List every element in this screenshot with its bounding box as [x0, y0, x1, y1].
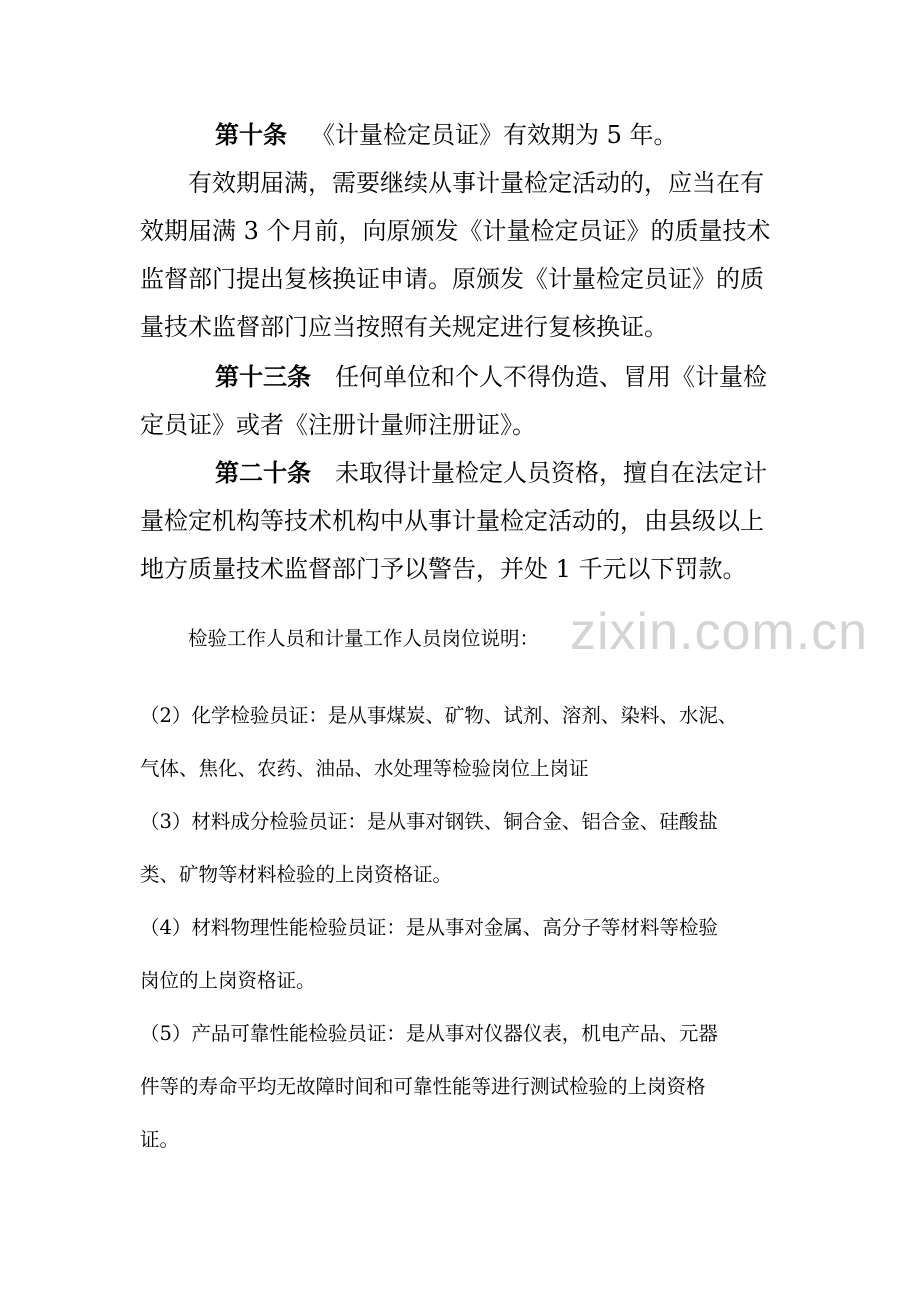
- article-10-heading: 第十条: [215, 120, 287, 149]
- article-10-text-1: 《计量检定员证》有效期为 5 年。: [311, 121, 678, 149]
- article-10-text-5: 量技术监督部门应当按照有关规定进行复核换证。: [140, 313, 668, 341]
- article-13: [140, 353, 790, 449]
- list-item-line: 岗位的上岗资格证。: [140, 969, 316, 992]
- article-20-text-3: 地方质量技术监督部门予以警告，并处 1 千元以下罚款。: [140, 555, 747, 583]
- article-13-heading: 第十三条: [215, 362, 311, 391]
- article-13-text-2: 定员证》或者《注册计量师注册证》。: [140, 411, 536, 439]
- list-item-line: （5）产品可靠性能检验员证：是从事对仪器仪表，机电产品、元器: [140, 1022, 718, 1045]
- article-10: [140, 111, 790, 351]
- article-20-text-2: 量检定机构等技术机构中从事计量检定活动的，由县级以上: [140, 507, 764, 535]
- list-item-line: 气体、焦化、农药、油品、水处理等检验岗位上岗证: [140, 757, 589, 780]
- article-20-heading: 第二十条: [215, 458, 311, 487]
- article-10-text-2: 有效期届满，需要继续从事计量检定活动的，应当在有: [188, 169, 764, 197]
- article-20: [140, 449, 790, 593]
- list-item-line: 证。: [140, 1128, 180, 1151]
- list-item-line: （4）材料物理性能检验员证：是从事对金属、高分子等材料等检验: [140, 916, 718, 939]
- article-13-first-line: [140, 353, 790, 401]
- article-20-text-1: 未取得计量检定人员资格，擅自在法定计: [335, 459, 767, 487]
- list-item-line: （3）材料成分检验员证：是从事对钢铁、铜合金、铝合金、硅酸盐: [140, 810, 718, 833]
- article-10-first-line: [140, 111, 790, 159]
- watermark-text: zixin.com.cn: [570, 603, 869, 661]
- article-13-text-1: 任何单位和个人不得伪造、冒用《计量检: [335, 363, 767, 391]
- article-20-first-line: [140, 449, 790, 497]
- item-list: [140, 689, 790, 1166]
- list-item-line: 件等的寿命平均无故障时间和可靠性能等进行测试检验的上岗资格: [140, 1075, 706, 1098]
- article-10-text-3: 效期届满 3 个月前，向原颁发《计量检定员证》的质量技术: [140, 217, 771, 245]
- list-item-line: （2）化学检验员证：是从事煤炭、矿物、试剂、溶剂、染料、水泥、: [140, 704, 738, 727]
- article-10-text-4: 监督部门提出复核换证申请。原颁发《计量检定员证》的质: [140, 265, 764, 293]
- section-title: 检验工作人员和计量工作人员岗位说明：: [188, 627, 540, 650]
- list-item-line: 类、矿物等材料检验的上岗资格证。: [140, 863, 453, 886]
- section-title-block: [140, 612, 790, 665]
